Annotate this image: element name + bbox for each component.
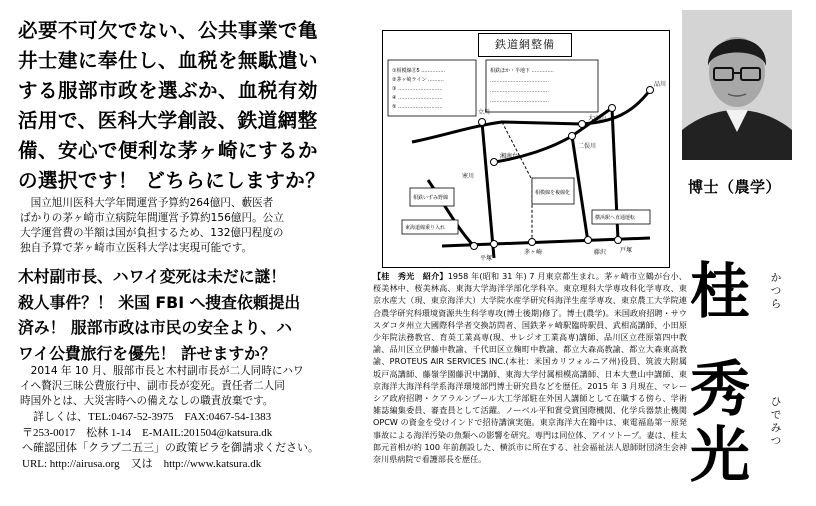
paragraph-line: ばかりの茅ヶ崎市立病院年間運営予算約156億円。公立: [20, 212, 284, 224]
name-kana-family: かつら: [770, 272, 782, 310]
map-box-label: 横浜駅へ直通運転: [595, 215, 636, 221]
map-box-label: 相鉄いずみ野線: [413, 195, 449, 201]
headline-line: 木村副市長、ハワイ変死は未だに謎！: [18, 267, 287, 286]
contact-address-email: 〒253-0017 松林 1-14 E-MAIL:201504@katsura.dk: [22, 426, 273, 439]
headline-line: の選択です！ どちらにしますか？: [18, 169, 326, 192]
svg-text:..............................: .....................................: [490, 78, 549, 84]
headline-line: 殺人事件？！ 米国 FBI へ捜査依頼提出: [18, 292, 301, 312]
map-box-label: 相模線を複線化: [535, 190, 571, 196]
name-kana-given: ひでみつ: [770, 396, 782, 447]
svg-text:相鉄ほか・半地下 ..............: 相鉄ほか・半地下 ..............: [490, 68, 554, 74]
map-station-label: 茅ヶ崎: [524, 249, 543, 256]
svg-text:⑤ ............................: ⑤ ............................: [392, 104, 443, 110]
headline-line: 備、安心で便利な茅ヶ崎にするか: [18, 139, 319, 162]
svg-text:..............................: .....................................: [490, 98, 549, 104]
candidate-photo: [682, 10, 792, 160]
map-station-label: 立川: [478, 109, 491, 116]
name-family: 桂: [690, 257, 750, 327]
contact-url: URL: http://airusa.org 又は http://www.katsura.dk: [22, 457, 262, 470]
portrait-image: [682, 10, 792, 160]
headline-line: する服部市政を選ぶか、血税有効: [18, 79, 319, 102]
paragraph-line: 独自予算で茅ヶ崎市立医科大学は実現可能です。: [20, 242, 253, 254]
map-station-label: 大山山: [588, 115, 607, 122]
map-station-label: 平塚: [480, 255, 493, 262]
map-title: 鉄道網整備: [478, 33, 572, 57]
map-station-label: 戸塚: [620, 247, 633, 254]
paragraph-line: 大学運営費の半額は国が負担するため、132億円程度の: [20, 227, 284, 239]
headline-line: 井士建に奉仕し、血税を無駄遣い: [18, 49, 319, 72]
contact-phone: 詳しくは、TEL:0467-52-3975 FAX:0467-54-1383: [33, 411, 272, 423]
profile-label: 【桂 秀光 紹介】: [373, 271, 448, 281]
svg-text:④ ............................: ④ ............................: [392, 95, 443, 101]
svg-text:..............................: .....................................: [490, 88, 549, 94]
map-station-label: 藤沢: [594, 249, 607, 256]
paragraph-line: イへ贅沢三昧公費旅行中、副市長が変死。責任者二人同: [20, 380, 285, 392]
contact-request: へ確認団体「クラブ二五三」の政策ビラを御請求ください。: [22, 442, 319, 455]
map-station-label: 寒川: [462, 173, 475, 180]
paragraph-line: 時国外とは、大災害時への備えなしの職責放棄です。: [20, 395, 274, 407]
paragraph-line: 国立旭川医科大学年間運営予算約264億円、藪医者: [30, 197, 274, 209]
svg-text:①相模線㊐5 ...............: ①相模線㊐5 ...............: [392, 68, 446, 74]
hawaii-paragraph: [20, 364, 365, 409]
paragraph-line: 2014 年 10 月、服部市長と木村副市長が二人同時にハワ: [30, 365, 304, 377]
profile-text: 1958 年(昭和 31 年) 7 月東京都生まれ。茅ヶ崎市立鶴が台小、桜美林中、桜美林高、東海大学海洋学部化学科卒。東京理科大学専攻科化学専攻、東京水産大（現、東京海洋大）大学院水産学研究科海洋生産学専攻、東京農工大学院連合農学研究科環境資源共生科学専攻(博士後期)修了。博士(農学)。米国政府招聘・サウスダコタ州立大國際科学者交換訪問者、国鉄茅ヶ崎駅臨時駅員、武相高講師、小田原少年院法務教官、育英工業高専(現、サレジオ工業高専)講師、品川区立荏原第四中教諭、品川区立伊藤中教諭、千代田区立麹町中教諭、都立大森高教諭、都立大森東高教諭、PROTEUS AIR SERVICES INC.(本社：米国カリフォルニア州)役員、筑波大附属坂戸高講師、藤嶺学園藤沢中講師、東海大学付属相模高講師、日本大豊山中講師、東京海洋大海洋科学系海洋環境部門博士研究員などを歴任。2015 年 3 月現在、マレーシア政府招聘・クアラルンプール大工学部駐在外国人講師として在職する傍ら、学術雑誌編集委員、審査員として活躍。ノーベル平和賞受賞国際機関、化学兵器禁止機関 OPCW の資金を受けインドで招待講演実施。東京海洋大在籍中は、東電福島第一原発事故による海洋汚染の魚類への影響を研究。専門は同位体、アイソトープ。妻は、桂太郎元首相が約 100 年前創設した、横浜市に所在する、社会福祉法人恩師財団済生会神奈川県病院で看護部長を歴任。: [373, 271, 687, 465]
map-station-label: 二俣川: [578, 143, 597, 150]
headline-line: 活用で、医科大学創設、鉄道網整: [18, 109, 318, 132]
map-station-label: 湘南台: [500, 153, 519, 160]
headline-line: ワイ公費旅行を優先！ 許せますか？: [18, 343, 276, 363]
degree-title: 博士（農学）: [688, 178, 782, 196]
map-box-label: 東海道線乗り入れ: [405, 225, 446, 231]
svg-text:③ ............................: ③ ............................: [392, 86, 443, 92]
main-headline: [18, 16, 368, 196]
svg-text:②茅ヶ崎ライン ..........: ②茅ヶ崎ライン ..........: [392, 77, 444, 83]
contact-info: [22, 410, 367, 472]
medical-university-paragraph: [20, 196, 362, 256]
hawaii-headline: [18, 264, 370, 366]
headline-line: 必要不可欠でない、公共事業で亀: [18, 19, 319, 42]
name-given-2: 光: [690, 421, 750, 491]
candidate-profile: [373, 270, 687, 465]
name-given-1: 秀: [690, 355, 750, 425]
map-station-label: 品川: [654, 81, 667, 88]
headline-line: 済み！ 服部市政は市民の安全より、ハ: [18, 318, 293, 337]
railway-map: [382, 30, 670, 268]
